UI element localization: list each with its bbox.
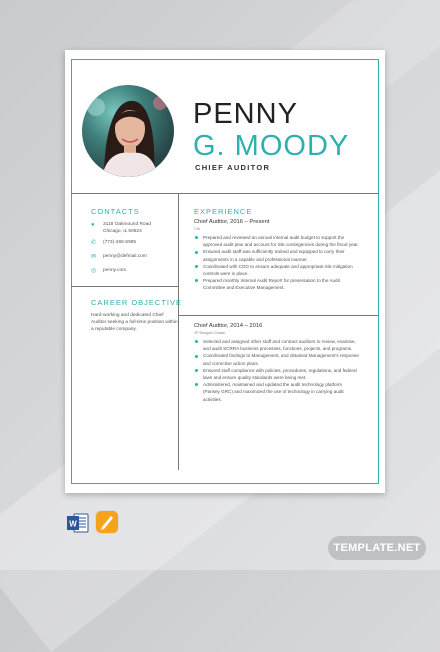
contact-email[interactable]: ✉ penny@defmail.com xyxy=(91,254,147,260)
contact-website[interactable]: ◎ penny.com xyxy=(91,268,127,274)
globe-icon: ◎ xyxy=(91,268,97,274)
first-name: PENNY xyxy=(193,98,298,130)
word-icon[interactable] xyxy=(67,512,87,534)
experience-heading: EXPERIENCE xyxy=(194,207,253,216)
objective-heading: CAREER OBJECTIVE xyxy=(91,298,183,307)
bullet-item: Coordinated findings to Management, and obtained Management's response and corrective action plans. xyxy=(194,352,359,366)
bullet-item: Coordinated with CDO to ensure adequate and appropriate risk mitigation controls were in place. xyxy=(194,263,359,277)
profile-photo xyxy=(82,85,174,177)
right-divider xyxy=(178,315,379,316)
pages-icon[interactable] xyxy=(96,511,118,533)
email-icon: ✉ xyxy=(91,254,97,260)
resume-page xyxy=(65,50,385,493)
objective-text: Hard-working and dedicated Chief Auditor seeking a full-time position within a reputable company. xyxy=(91,313,178,332)
bullet-item: Prepared monthly Internal Audit Report for presentation to the Audit Committee and Executive Management. xyxy=(194,277,359,291)
template-net-badge[interactable]: TEMPLATE.NET xyxy=(328,536,426,560)
location-pin-icon: ● xyxy=(91,222,95,228)
job-entry-company: Citi xyxy=(194,226,200,231)
bullet-item: Selected and assigned other staff and contract auditors to review, examine, and audit SCRRA business processes, functions, projects, and programs. xyxy=(194,338,359,352)
contact-address: ● 3118 Oakmound Road Chicago, IL 60624 xyxy=(91,222,151,234)
bullet-item: Prepared and reviewed an annual internal audit budget to support the approved audit plan and account for risk contingencies during the fiscal year. xyxy=(194,234,359,248)
phone-icon: ✆ xyxy=(91,240,97,246)
last-name: G. MOODY xyxy=(193,130,350,162)
bullet-item: Ensured audit staff was sufficiently trained and equipped to carry their assignments in a capable and professional manner. xyxy=(194,248,359,262)
contacts-heading: CONTACTS xyxy=(91,207,140,216)
job-entry-company: JP Morgan Chase xyxy=(194,330,226,335)
contact-phone: ✆ (773)-265-5985 xyxy=(91,240,137,246)
bullet-item: Administered, maintained and updated the audit technology platform (Parisey GRC) and maximized the use of technology in carrying audit activities. xyxy=(194,381,359,403)
job-title: CHIEF AUDITOR xyxy=(195,163,271,172)
svg-text:W: W xyxy=(69,519,77,529)
job-entry xyxy=(194,219,359,292)
job-entry-title: Chief Auditor, 2016 – Present xyxy=(194,219,270,225)
left-divider xyxy=(71,286,178,287)
bullet-item: Ensured staff compliance with policies, procedures, regulations, and federal laws and ensure quality standards were being met. xyxy=(194,367,359,381)
job-entry-title: Chief Auditor, 2014 – 2016 xyxy=(194,323,263,329)
job-entry xyxy=(194,323,359,403)
header-divider xyxy=(71,193,379,194)
